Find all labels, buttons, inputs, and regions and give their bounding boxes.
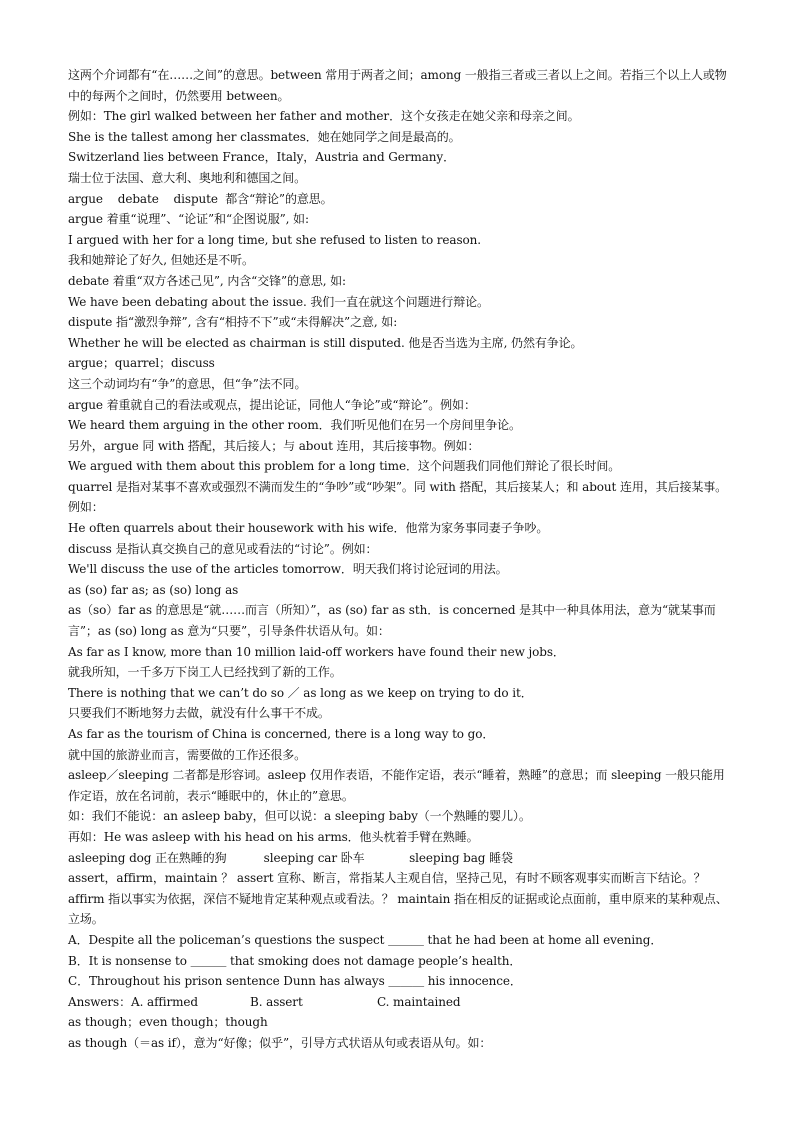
paragraph: quarrel 是指对某事不喜欢或强烈不满而发生的“争吵”或“吵架”。同 with 搭配，其后接某人；和 about 连用，其后接某事。例如： xyxy=(68,479,728,515)
paragraph: argue debate dispute 都含“辩论”的意思。 xyxy=(68,191,333,206)
paragraph: Whether he will be elected as chairman is still disputed. 他是否当选为主席, 仍然有争论。 xyxy=(68,335,583,350)
paragraph: We heard them arguing in the other room．我们听见他们在另一个房间里争论。 xyxy=(68,418,521,433)
exercise-item: C．Throughout his prison sentence Dunn has always ＿＿＿ his innocence． xyxy=(68,974,522,989)
paragraph: 只要我们不断地努力去做，就没有什么事干不成。 xyxy=(68,706,330,721)
paragraph: As far as the tourism of China is concerned, there is a long way to go． xyxy=(68,727,495,741)
paragraph: as though（＝as if），意为“好像；似乎”，引导方式状语从句或表语从句。如： xyxy=(68,1035,492,1050)
paragraph: argue；quarrel；discuss xyxy=(68,356,215,371)
paragraph: 如：我们不能说：an asleep baby，但可以说：a sleeping baby（一个熟睡的婴儿）。 xyxy=(68,809,531,824)
paragraph: 再如：He was asleep with his head on his arms．他头枕着手臂在熟睡。 xyxy=(68,829,479,844)
paragraph: 例如：The girl walked between her father and mother．这个女孩走在她父亲和母亲之间。 xyxy=(68,109,580,124)
paragraph: We argued with them about this problem for a long time．这个问题我们同他们辩论了很长时间。 xyxy=(68,459,621,474)
paragraph: discuss 是指认真交换自己的意见或看法的“讨论”。例如： xyxy=(68,541,378,556)
paragraph: We'll discuss the use of the articles tomorrow．明天我们将讨论冠词的用法。 xyxy=(68,562,508,577)
exercise-item: B．It is nonsense to ＿＿＿ that smoking does not damage people’s health． xyxy=(68,953,522,968)
paragraph: argue 着重就自己的看法或观点，提出论证，同他人“争论”或“辩论”。例如： xyxy=(68,397,476,412)
paragraph: 就中国的旅游业而言，需要做的工作还很多。 xyxy=(68,747,307,762)
paragraph: dispute 指“激烈争辩”, 含有“相持不下”或“未得解决”之意, 如: xyxy=(68,315,398,330)
paragraph: 另外，argue 同 with 搭配，其后接人；与 about 连用，其后接事物。例如： xyxy=(68,438,480,453)
paragraph: argue 着重“说理”、“论证”和“企图说服”, 如: xyxy=(68,212,309,227)
paragraph: 这两个介词都有“在……之间”的意思。between 常用于两者之间；among 一般指三者或三者以上之间。若指三个以上人或物中的每两个之间时，仍然要用 between。 xyxy=(68,68,727,103)
paragraph: debate 着重“双方各述己见”, 内含“交锋”的意思, 如: xyxy=(68,273,346,288)
document-body xyxy=(68,65,736,1054)
paragraph: He often quarrels about their housework with his wife．他常为家务事同妻子争吵。 xyxy=(68,521,549,536)
paragraph: There is nothing that we can’t do so ／ as long as we keep on trying to do it． xyxy=(68,685,533,700)
paragraph: as（so）far as 的意思是“就……而言（所知）”，as (so) far as sth．is concerned 是其中一种具体用法，意为“就某事而言”；as (so) long as 意为“只要”，引导条件状语从句。如： xyxy=(68,603,716,639)
paragraph: 就我所知，一千多万下岗工人已经找到了新的工作。 xyxy=(68,665,342,680)
answers-line: Answers：A. affirmed B. assert C. maintained xyxy=(68,994,461,1009)
paragraph: She is the tallest among her classmates．她在她同学之间是最高的。 xyxy=(68,129,461,144)
paragraph: 瑞士位于法国、意大利、奥地利和德国之间。 xyxy=(68,170,307,185)
paragraph: as (so) far as; as (so) long as xyxy=(68,582,239,597)
paragraph: 这三个动词均有“争”的意思，但“争”法不同。 xyxy=(68,376,307,391)
paragraph: asleeping dog 正在熟睡的狗 sleeping car 卧车 sleeping bag 睡袋 xyxy=(68,850,513,865)
paragraph: as though；even though；though xyxy=(68,1015,268,1030)
paragraph: We have been debating about the issue. 我们一直在就这个问题进行辩论。 xyxy=(68,294,489,309)
paragraph: assert，affirm，maintain ？ assert 宣称、断言，常指某人主观自信，坚持己见，有时不顾客观事实而断言下结论。？ affirm 指以事实为依据，深信不疑地肯定某种观点或看法。？ maintain 指在相反的证据或论点面前，重申原来的某种观点、立场。 xyxy=(68,871,728,927)
paragraph: Switzerland lies between France，Italy，Austria and Germany． xyxy=(68,150,455,165)
paragraph: asleep／sleeping 二者都是形容词。asleep 仅用作表语，不能作定语，表示“睡着，熟睡”的意思；而 sleeping 一般只能用作定语，放在名词前，表示“睡眠中的，休止的”意思。 xyxy=(68,768,725,803)
exercise-item: A．Despite all the policeman’s questions the suspect ＿＿＿ that he had been at home all evening． xyxy=(68,932,663,947)
paragraph: As far as I know, more than 10 million laid-off workers have found their new jobs． xyxy=(68,644,565,659)
paragraph: 我和她辩论了好久, 但她还是不听。 xyxy=(68,253,254,268)
paragraph: I argued with her for a long time, but she refused to listen to reason. xyxy=(68,232,482,247)
